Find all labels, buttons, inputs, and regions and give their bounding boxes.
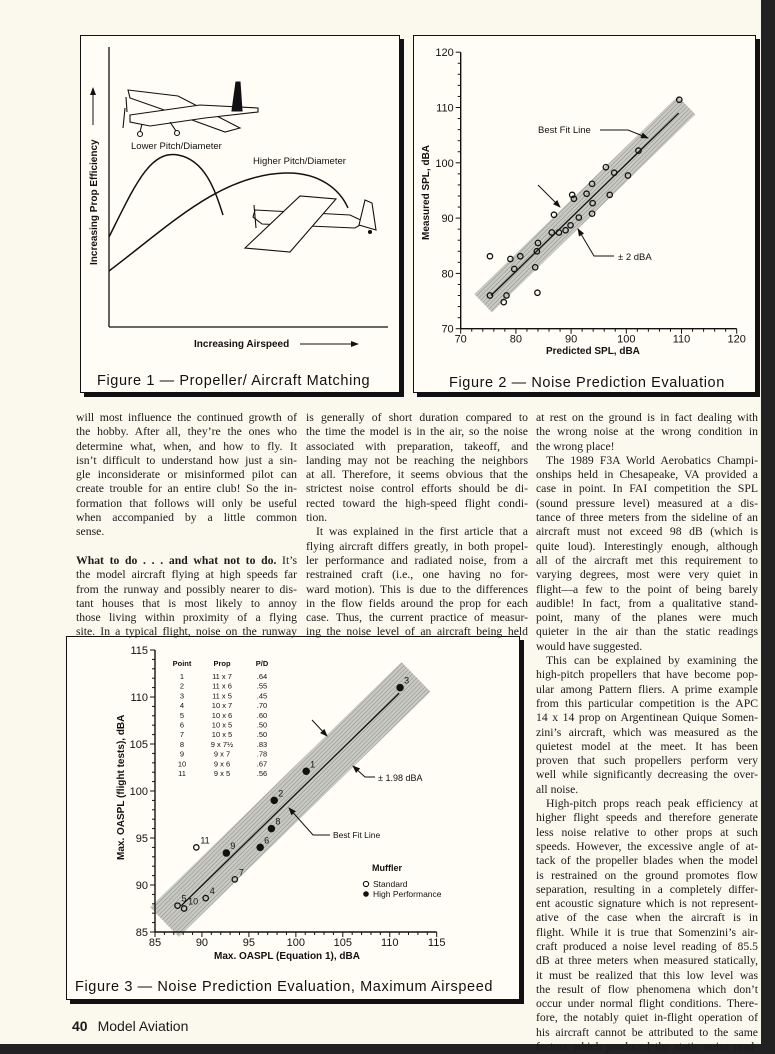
- text-line: the wrong noise at the wrong condition in: [536, 425, 758, 439]
- figure-3-chart: [75, 645, 493, 995]
- fig1-x-axis-label: Increasing Airspeed: [194, 339, 290, 350]
- data-point: [268, 826, 274, 832]
- text-line: The 1989 F3A World Aerobatics Champi-: [546, 453, 758, 467]
- table-cell: 11 x 6: [212, 681, 232, 691]
- text-line: all noise.: [536, 782, 579, 796]
- magazine-name: Model Aviation: [97, 1018, 189, 1034]
- text-line: is restrained on the ground promotes flow: [536, 868, 758, 882]
- paragraph-gap: [76, 540, 297, 554]
- text-line: strictest noise control efforts should be di-: [306, 482, 528, 496]
- data-point-label: 11: [200, 835, 210, 846]
- table-cell: 10 x 6: [211, 710, 233, 720]
- fig2-band-label: ± 2 dBA: [618, 252, 652, 263]
- text-line: ent acoustic signature which is not represent-: [536, 897, 758, 911]
- text-line: separation, resulting in a completely differ-: [536, 882, 758, 896]
- y-tick-label: 110: [130, 692, 148, 704]
- y-tick-label: 85: [135, 927, 148, 939]
- paragraph: [76, 554, 297, 640]
- fig3-y-axis-label: Max. OASPL (flight tests), dBA: [116, 714, 127, 860]
- y-tick-label: 120: [435, 47, 454, 60]
- table-cell: 9 x 7: [213, 749, 231, 759]
- data-point: [487, 254, 492, 259]
- text-line: create trouble for an entire club! So the in-: [76, 482, 297, 496]
- x-tick-label: 105: [333, 937, 352, 949]
- text-line: the result of flow phenomena which don’t: [536, 982, 758, 996]
- table-cell: 8: [179, 739, 185, 749]
- text-line: dB at three meters when measured statically,: [536, 954, 758, 968]
- data-point-label: 5: [181, 893, 187, 904]
- text-line: rected toward the high-speed flight condi-: [306, 496, 528, 510]
- text-line: quieter in the air than the static readings: [536, 625, 758, 639]
- text-line: the model aircraft flying at high speeds far: [76, 568, 297, 582]
- table-cell: 9: [179, 749, 185, 759]
- paragraph: [536, 797, 758, 1054]
- text-line: What to do . . . and what not to do. It’s: [76, 553, 297, 567]
- text-line: ative of the case when the aircraft is in: [536, 911, 758, 925]
- fig2-best-fit-label: Best Fit Line: [538, 125, 591, 136]
- text-line: sense.: [76, 525, 105, 539]
- data-point-label: 3: [404, 675, 410, 686]
- text-line: at rest on the ground is in fact dealing with: [536, 411, 758, 424]
- table-cell: 1: [179, 672, 185, 681]
- text-line: is generally of short duration compared to: [306, 411, 528, 424]
- text-line: formation that follows will only be useful: [76, 496, 297, 510]
- data-point-label: 2: [278, 788, 284, 799]
- text-line: his aircraft cannot be attributed to the same: [536, 1025, 758, 1039]
- x-tick-label: 120: [727, 333, 746, 346]
- data-point-label: 1: [310, 759, 316, 770]
- x-tick-label: 115: [427, 937, 446, 949]
- text-line: it must be realized that this low level was: [536, 968, 758, 982]
- data-point: [271, 797, 277, 803]
- text-line: ing the noise level of an aircraft being held: [306, 625, 528, 639]
- prop-table: [173, 659, 269, 778]
- text-line: fore, the notably quiet in-flight operation of: [536, 1011, 758, 1025]
- text-line: would have suggested.: [536, 639, 643, 653]
- text-line: factors which produced the static noise read-: [536, 1040, 758, 1054]
- text-line: (sound pressure level) measured at a dis-: [536, 496, 758, 510]
- paragraph: [536, 411, 758, 454]
- figure-3-caption: Figure 3 — Noise Prediction Evaluation, Maximum Airspeed: [75, 979, 494, 995]
- text-line: audible! In fact, from a qualitative stand-: [536, 596, 758, 610]
- text-line: well while significantly decreasing the over-: [536, 768, 758, 782]
- text-line: onships held in Chesapeake, VA provided a: [536, 468, 758, 482]
- text-line: gle inconsiderate or misinformed pilot can: [76, 468, 297, 482]
- text-line: the wrong place!: [536, 439, 615, 453]
- fig1-lower-pitch-label: Lower Pitch/Diameter: [131, 141, 222, 152]
- text-line: quietest model at the meet. It has been: [536, 739, 758, 753]
- text-line: proven that such propellers perform very: [536, 754, 758, 768]
- table-header: Point: [172, 659, 192, 668]
- data-point: [223, 850, 229, 856]
- legend-standard-marker-icon: [363, 881, 368, 886]
- text-line: associated with preparation, takeoff, and: [306, 439, 528, 453]
- y-tick-label: 115: [130, 645, 148, 657]
- y-tick-label: 90: [135, 880, 148, 892]
- text-line: from the runway and possibly nearer to dis-: [76, 582, 297, 596]
- y-tick-label: 110: [436, 102, 454, 115]
- x-tick-label: 95: [242, 937, 256, 949]
- text-line: 14 x 14 prop on Argentinean Quique Somen-: [536, 711, 758, 725]
- table-cell: .67: [256, 759, 268, 769]
- x-tick-label: 110: [380, 937, 399, 949]
- table-cell: 3: [179, 691, 185, 701]
- text-line: point, many of the planes were much: [536, 611, 758, 625]
- data-point-label: 6: [264, 835, 270, 846]
- table-cell: .78: [256, 749, 268, 759]
- text-column-3: [536, 411, 758, 1054]
- table-cell: .45: [256, 691, 268, 701]
- figure-1-caption: Figure 1 — Propeller/ Aircraft Matching: [97, 373, 371, 389]
- page-footer: [72, 1018, 188, 1034]
- figure-2-caption: Figure 2 — Noise Prediction Evaluation: [449, 375, 725, 391]
- fig2-x-axis-label: Predicted SPL, dBA: [546, 346, 640, 357]
- text-line: flying aircraft differs greatly, in both propel-: [306, 539, 528, 553]
- figure-2-chart: [421, 47, 746, 391]
- page-number: 40: [72, 1018, 88, 1034]
- y-tick-label: 95: [135, 833, 148, 845]
- x-tick-label: 90: [195, 937, 209, 949]
- table-cell: 9 x 5: [213, 769, 231, 778]
- airplane-high-pitch-icon: [245, 196, 376, 252]
- y-tick-label: 100: [435, 157, 454, 170]
- text-line: tance of three meters from the sideline of an: [536, 511, 758, 525]
- run-in-heading: What to do . . . and what not to do.: [76, 553, 277, 567]
- text-line: those living within proximity of a flying: [76, 611, 297, 625]
- x-tick-label: 100: [617, 333, 636, 346]
- table-cell: .60: [256, 710, 268, 720]
- table-cell: 10 x 5: [211, 720, 233, 730]
- table-cell: .83: [256, 739, 268, 749]
- table-cell: .55: [256, 681, 268, 691]
- text-line: tion.: [306, 511, 328, 525]
- text-line: aircraft must not exceed 98 dB (which is: [536, 525, 758, 539]
- text-line: flight—a few to the point of being barely: [536, 582, 758, 596]
- text-line: This can be explained by examining the: [546, 654, 758, 668]
- x-tick-label: 110: [672, 333, 691, 346]
- data-point-label: 9: [230, 841, 236, 852]
- text-line: flight. While it is true that Somenzini’s air-: [536, 925, 758, 939]
- fig1-y-axis-label: Increasing Prop Efficiency: [89, 139, 100, 265]
- text-line: ler performance and radiated noise, from a: [306, 553, 528, 567]
- y-tick-label: 105: [129, 739, 148, 751]
- y-tick-label: 70: [441, 323, 454, 336]
- text-line: craft produced a noise level reading of 85.5: [536, 939, 758, 953]
- text-line: tant houses that is most likely to annoy: [76, 596, 297, 610]
- text-line: high-pitch propellers that have become pop-: [536, 668, 758, 682]
- x-tick-label: 80: [509, 333, 523, 346]
- legend-title: Muffler: [372, 863, 402, 873]
- fig3-band-upper-arrow-icon: [312, 720, 327, 736]
- y-tick-label: 80: [441, 268, 454, 281]
- text-line: less noise relative to other props at such: [536, 825, 758, 839]
- text-line: isn’t difficult to understand how just a sin-: [76, 453, 297, 467]
- text-line: speeds. However, the excessive angle of at-: [536, 839, 758, 853]
- text-line: all of the aircraft met this requirement to: [536, 553, 758, 567]
- paragraph: [76, 411, 297, 540]
- x-tick-label: 90: [564, 333, 578, 346]
- fig3-band-lower-arrow-icon: [353, 766, 375, 777]
- text-line: varying degrees, most were very quiet in: [536, 568, 758, 582]
- table-cell: .70: [256, 701, 268, 711]
- text-line: at all. Therefore, it seems obvious that the: [306, 468, 528, 482]
- airplane-low-pitch-icon: [123, 82, 258, 137]
- paragraph: [536, 454, 758, 654]
- table-cell: .50: [256, 730, 268, 740]
- text-line: the time the model is in the air, so the noise: [306, 425, 528, 439]
- text-line: zini’s aircraft, which was measured as the: [536, 725, 758, 739]
- text-line: It was explained in the first article that a: [316, 525, 528, 539]
- text-line: quite loud). Interestingly enough, although: [536, 539, 758, 553]
- text-line: higher flight speeds and therefore generate: [536, 811, 758, 825]
- data-point: [303, 768, 309, 774]
- fig3-best-fit-label: Best Fit Line: [333, 830, 381, 840]
- x-tick-label: 70: [454, 333, 467, 346]
- paragraph: [536, 654, 758, 797]
- data-point-label: 7: [238, 867, 244, 878]
- fig2-band-lower-arrow-icon: [578, 229, 614, 256]
- data-point-label: 8: [275, 816, 281, 827]
- text-line: the hobby. After all, they’re the ones who: [76, 425, 297, 439]
- fig3-band-label: ± 1.98 dBA: [378, 773, 423, 783]
- y-tick-label: 100: [129, 786, 148, 798]
- table-cell: .64: [256, 672, 268, 681]
- text-line: occur under normal flight conditions. There-: [536, 997, 758, 1011]
- table-cell: 6: [179, 720, 185, 730]
- legend-standard-label: Standard: [373, 879, 408, 889]
- text-line: tack of the propeller blades when the model: [536, 854, 758, 868]
- fig2-y-axis-label: Measured SPL, dBA: [421, 144, 432, 240]
- text-column-1: [76, 411, 297, 640]
- x-tick-label: 100: [286, 937, 306, 949]
- text-line: site. In a typical flight, noise on the runway: [76, 625, 297, 639]
- table-cell: 10: [177, 759, 187, 769]
- table-cell: 10 x 7: [211, 701, 233, 711]
- text-line: in the flow fields around the prop for each: [306, 596, 528, 610]
- fig3-x-axis-label: Max. OASPL (Equation 1), dBA: [214, 951, 360, 962]
- paragraph: [306, 525, 528, 639]
- y-tick-label: 90: [441, 213, 454, 226]
- best-fit-line: [491, 113, 679, 295]
- text-column-2: [306, 411, 528, 640]
- table-header: Prop: [213, 659, 231, 668]
- table-cell: 11: [178, 769, 186, 778]
- table-cell: 10 x 5: [211, 730, 233, 740]
- text-line: ular among Pattern fliers. A prime example: [536, 682, 758, 696]
- table-cell: 9 x 6: [213, 759, 231, 769]
- table-cell: 2: [179, 681, 185, 691]
- legend-high-marker-icon: [363, 891, 369, 897]
- figure-1: [89, 47, 388, 389]
- text-line: determine what, when, and how to fly. It: [76, 439, 297, 453]
- table-cell: 4: [179, 701, 185, 711]
- text-line: will most influence the continued growth of: [76, 411, 297, 424]
- text-line: when accompanied by a little common: [76, 511, 297, 525]
- data-point: [535, 290, 540, 295]
- table-cell: .50: [256, 720, 268, 730]
- data-point-label: 4: [209, 886, 215, 897]
- data-point: [397, 685, 403, 691]
- fig1-lower-pitch-curve: [109, 155, 223, 237]
- table-cell: 11 x 5: [212, 691, 232, 701]
- fig2-band-upper-arrow-icon: [538, 185, 560, 207]
- table-cell: .56: [256, 769, 268, 778]
- fig1-higher-pitch-label: Higher Pitch/Diameter: [253, 156, 346, 167]
- legend-high-label: High Performance: [373, 889, 442, 899]
- text-line: ward motion). This is due to the differences: [306, 582, 528, 596]
- text-line: High-pitch props reach peak efficiency at: [546, 797, 758, 811]
- paragraph: [306, 411, 528, 525]
- table-header: P/D: [255, 659, 269, 668]
- data-point-label: 10: [188, 896, 199, 907]
- table-cell: 11 x 7: [212, 672, 232, 681]
- text-line: landing may not be reaching the neighbors: [306, 453, 528, 467]
- table-cell: 7: [179, 730, 185, 740]
- x-tick-label: 85: [148, 937, 162, 949]
- text-line: case in point. In FAI competition the SPL: [536, 482, 758, 496]
- text-line: case. Thus, the current practice of measur-: [306, 611, 528, 625]
- text-line: from this particular competition is the APC: [536, 696, 758, 710]
- table-cell: 9 x 7½: [210, 739, 234, 749]
- table-cell: 5: [179, 710, 185, 720]
- data-point: [194, 845, 199, 850]
- data-point: [257, 844, 263, 850]
- text-line: restrained craft (i.e., one having no for-: [306, 568, 528, 582]
